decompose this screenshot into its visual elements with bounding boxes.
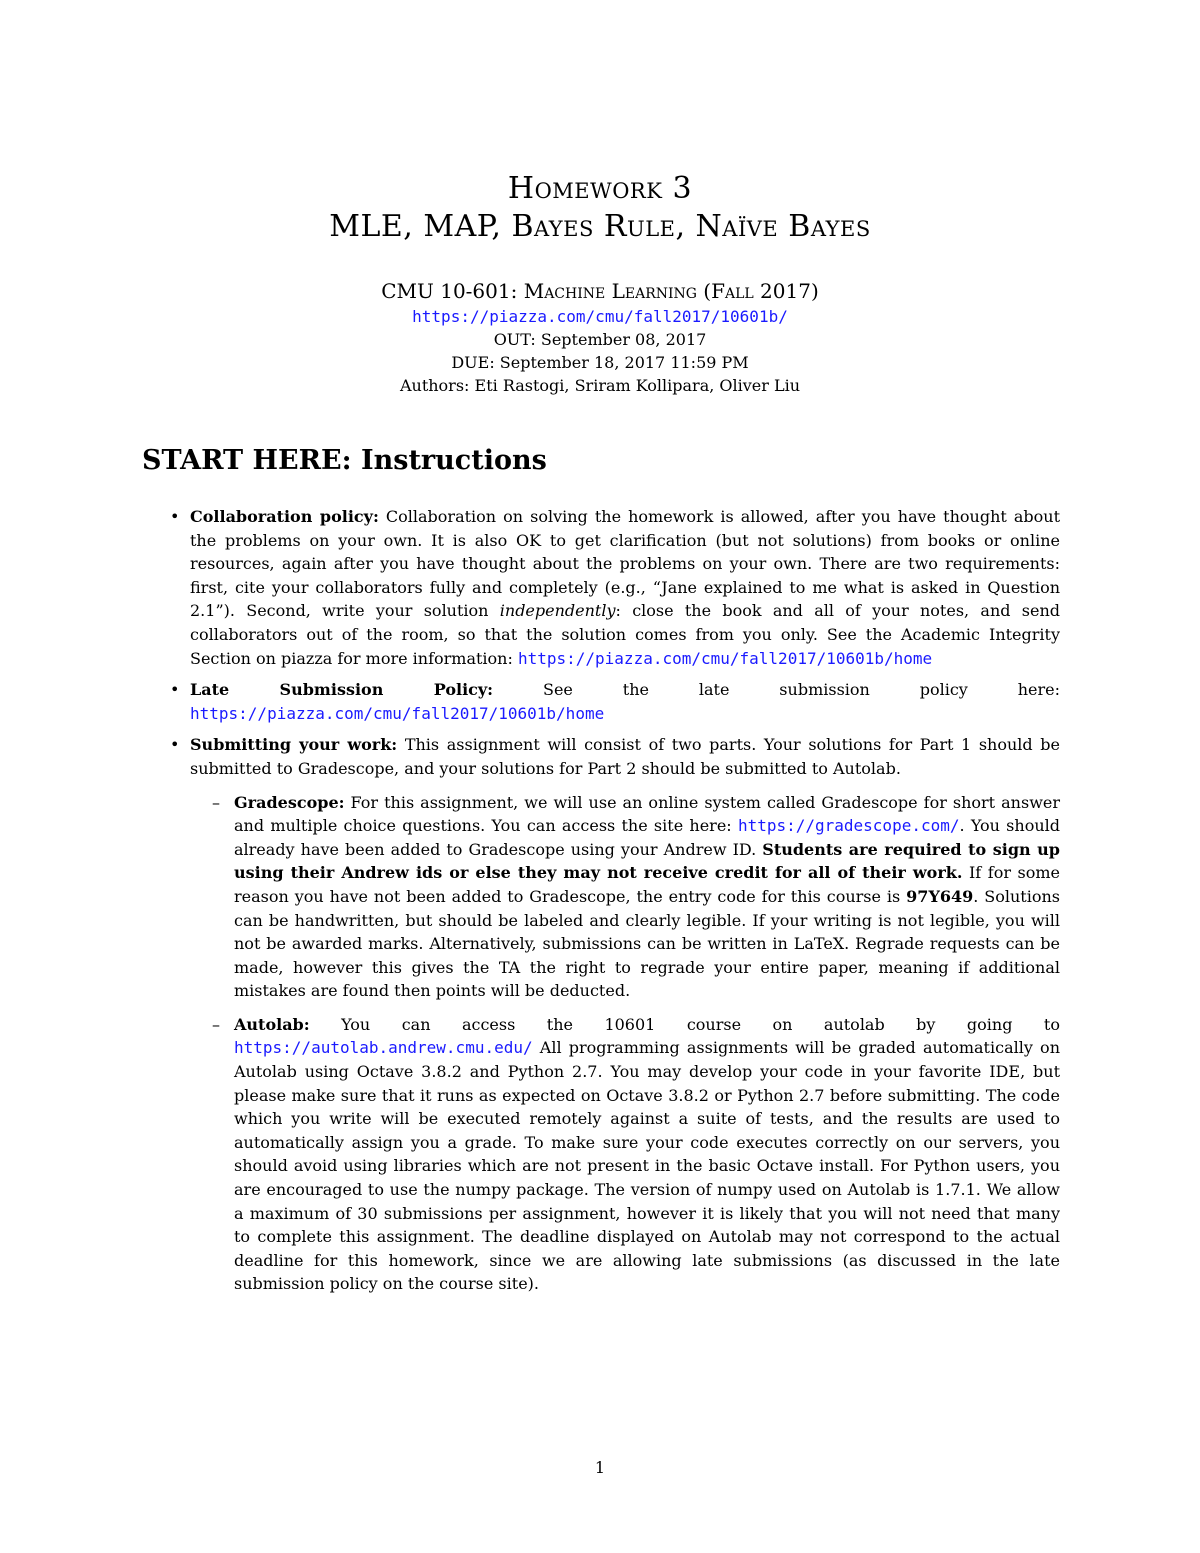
gradescope-text-2: . You should already have been added to Gradescope using your Andrew ID. (234, 816, 1060, 859)
course-title (0, 278, 1200, 305)
gradescope-link[interactable]: https://gradescope.com/ (737, 816, 960, 836)
gradescope-text-4: . Solutions can be handwritten, but should be labeled and clearly legible. If your writing is not legible, you will not be awarded marks. Alternatively, submissions can be written in LaTeX. Regrade requests can be made, however this gives the TA the right to regrade your entire paper, meaning if additional mistakes are found then points will be deducted. (234, 886, 1060, 1001)
late-link[interactable]: https://piazza.com/cmu/fall2017/10601b/home (190, 703, 605, 723)
course-info (0, 278, 1200, 397)
collab-link[interactable]: https://piazza.com/cmu/fall2017/10601b/home (517, 648, 933, 668)
bullet: • (170, 507, 180, 526)
title-block (0, 170, 1200, 246)
course-url-link[interactable]: https://piazza.com/cmu/fall2017/10601b/ (412, 307, 788, 326)
collab-text-1: Collaboration on solving the homework is allowed, after you have thought about the problems on your own. It is also OK to get clarification (but not solutions) from books or online resources, again after you have thought about the problems on your own. There are two requirements: first, cite your collaborators fully and completely (e.g., “Jane explained to me what is asked in Question 2.1”). Second, write your solution (190, 507, 1061, 621)
subtitle-main: MLE, MAP, (329, 209, 512, 244)
collab-label: Collaboration policy: (190, 507, 379, 526)
autolab-text-2: All programming assignments will be graded automatically on Autolab using Octave 3.8.2 and Python 2.7. You may develop your code in your favorite IDE, but please make sure that it runs as expected on Octave 3.8.2 or Python 2.7 before submitting. The code which you write will be executed remotely against a suite of tests, and the results are used to automatically assign you a grade. To make sure your code executes correctly on our servers, you should avoid using libraries which are not present in the basic Octave install. For Python users, you are encouraged to use the numpy package. The version of numpy used on Autolab is 1.7.1. We allow a maximum of 30 submissions per assignment, however it is likely that you will not need that many to complete this assignment. The deadline displayed on Autolab may not correspond to the actual deadline for this homework, since we are allowing late submissions (as discussed in the late submission policy on the course site). (234, 1038, 1060, 1294)
dash: – (212, 792, 220, 812)
sub-item-gradescope (212, 791, 1061, 1003)
autolab-label: Autolab: (234, 1014, 310, 1034)
dash: – (212, 1014, 220, 1034)
homework-title: Homework 3 (507, 171, 693, 206)
autolab-text-1: You can access the 10601 course on autolab by going to (309, 1014, 1060, 1034)
submit-label: Submitting your work: (190, 735, 398, 755)
list-item-collaboration (170, 505, 1061, 670)
course-code: CMU 10-601: (381, 279, 524, 303)
due-date: DUE: September 18, 2017 11:59 PM (451, 353, 749, 372)
authors: Authors: Eti Rastogi, Sriram Kollipara, Oliver Liu (399, 376, 801, 395)
late-text: See the late submission policy here: (493, 680, 1060, 700)
course-name: Machine Learning (Fall 2017) (523, 279, 819, 303)
gradescope-text-3: If for some reason you have not been added to Gradescope, the entry code for this course is (234, 863, 1061, 906)
instructions-list (170, 505, 1061, 1304)
out-date: OUT: September 08, 2017 (493, 330, 707, 349)
section-heading: START HERE: Instructions (142, 445, 547, 476)
collab-text-2: : close the book and all of your notes, and send collaborators out of the room, so that the solution comes from you only. See the Academic Integrity Section on piazza for more information: (190, 601, 1061, 668)
late-label: Late Submission Policy: (190, 680, 494, 700)
gradescope-text-1: For this assignment, we will use an online system called Gradescope for short answer and multiple choice questions. You can access the site here: (234, 792, 1060, 836)
bullet: • (170, 680, 180, 700)
collab-emphasis: independently (499, 601, 616, 621)
list-item-submitting (170, 733, 1061, 1296)
entry-code: 97Y649 (906, 886, 974, 906)
subtitle-smallcaps: Bayes Rule, Naïve Bayes (511, 209, 871, 244)
list-item-late-policy (170, 678, 1060, 725)
autolab-link[interactable]: https://autolab.andrew.cmu.edu/ (234, 1038, 533, 1058)
gradescope-label: Gradescope: (234, 792, 345, 812)
sub-item-autolab (212, 1013, 1060, 1296)
homework-subtitle (0, 208, 1200, 246)
gradescope-bold-notice: Students are required to sign up using their Andrew ids or else they may not receive credit for all of their work. (234, 839, 1060, 883)
page-number: 1 (594, 1458, 606, 1477)
submit-text: This assignment will consist of two parts. Your solutions for Part 1 should be submitted to Gradescope, and your solutions for Part 2 should be submitted to Autolab. (190, 735, 1060, 778)
bullet: • (170, 735, 180, 755)
